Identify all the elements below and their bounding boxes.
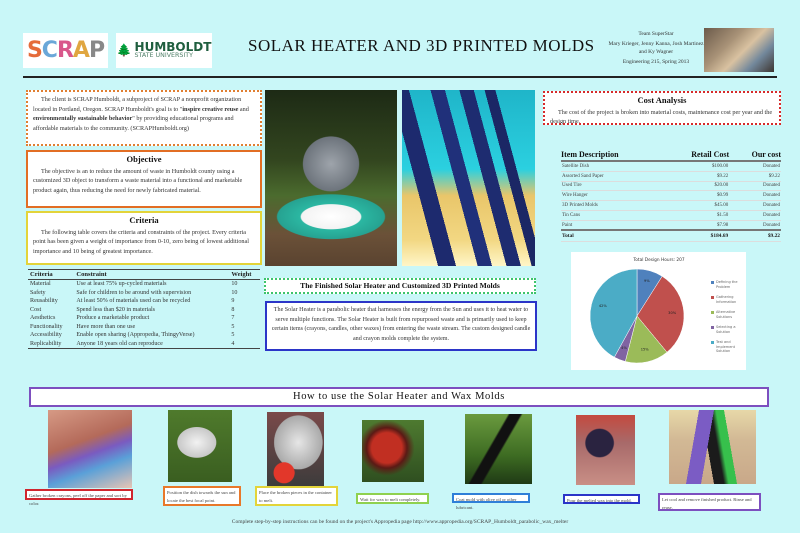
footer-note: Complete step-by-step instructions can be found on the project's Appropedia page http://www.appropedia.org/SCRAP_Humboldt_parabolic_wax_melter <box>231 519 569 525</box>
weight-cell: 9 <box>231 298 235 305</box>
table-row <box>561 181 781 191</box>
cost-heading: Cost Analysis <box>637 95 687 105</box>
column-header: Retail Cost <box>662 150 729 161</box>
team-photo <box>704 28 774 72</box>
our-cost-cell: Donated <box>729 161 781 171</box>
criteria-cell: Safety <box>30 289 46 296</box>
constraint-cell: Spend less than $20 in materials <box>76 306 156 313</box>
table-row <box>561 201 781 211</box>
weight-cell: 8 <box>231 306 235 313</box>
objective-text: The objective is an to reduce the amount of waste in Humboldt county using a customized 3D object to transform a waste material into a functional and marketable product again, thus reducing the need for newly fabricated material. <box>33 167 243 194</box>
poster-title: SOLAR HEATER AND 3D PRINTED MOLDS <box>248 36 595 55</box>
constraint-cell: At least 50% of materials used can be recycled <box>76 298 191 305</box>
table-header-row <box>28 270 260 280</box>
legend-item <box>711 295 746 304</box>
retail-cost-cell: $0.99 <box>662 191 729 201</box>
step-4-caption: Wait for wax to melt completely. <box>356 493 429 504</box>
legend-swatch <box>711 341 714 344</box>
column-header: Constraint <box>74 270 229 280</box>
legend-label: Gathering Information <box>716 295 737 304</box>
our-cost-cell: Donated <box>729 181 781 191</box>
cost-table <box>561 150 781 242</box>
retail-cost-cell: $1.50 <box>662 210 729 220</box>
header-divider <box>23 76 777 78</box>
table-row <box>561 171 781 181</box>
legend-item <box>711 310 746 319</box>
criteria-cell: Replicability <box>28 340 74 349</box>
step-5-photo <box>465 414 532 484</box>
table-row <box>561 161 781 171</box>
pie-data-label: 30% <box>668 310 677 315</box>
cost-text: The cost of the project is broken into material costs, maintenance cost per year and the design time. <box>550 108 773 126</box>
constraint-cell: Anyone 18 years old can reproduce <box>74 340 229 349</box>
criteria-heading: Criteria <box>129 215 159 225</box>
objective-section <box>26 150 262 208</box>
step-2-photo <box>168 410 232 482</box>
item-cell: Total <box>561 230 662 241</box>
criteria-cell: Reusability <box>30 298 58 305</box>
legend-label: Defining the Problem <box>716 280 738 289</box>
item-cell: Paint <box>561 220 662 230</box>
step-5-caption: Coat mold with olive oil or other lubricant. <box>452 493 530 503</box>
pie-data-label: 15% <box>640 347 649 352</box>
legend-label: Test and Implement Solution <box>716 340 735 353</box>
retail-cost-cell: $100.00 <box>662 161 729 171</box>
column-header: Item Description <box>561 150 662 161</box>
client-bold-text: inspire creative reuse <box>182 105 239 113</box>
total-row <box>561 230 781 241</box>
constraint-cell: Have more than one use <box>76 323 136 330</box>
table-row <box>28 314 260 323</box>
legend-swatch <box>711 296 714 299</box>
team-info <box>606 30 706 66</box>
retail-cost-cell: $184.69 <box>662 230 729 241</box>
constraint-cell: Use at least 75% up-cycled materials <box>76 281 167 288</box>
client-text: " by providing educational programs and affordable materials to the community. (SCRAPHumboldt.org) <box>33 115 234 132</box>
logo-letter: A <box>72 38 89 63</box>
criteria-cell: Material <box>30 281 51 288</box>
criteria-cell: Cost <box>30 306 42 313</box>
hsu-subname: STATE UNIVERSITY <box>134 52 193 60</box>
step-7-photo <box>669 410 756 484</box>
chart-title: Total Design Hours: 207 <box>633 258 685 263</box>
legend-item <box>711 340 746 354</box>
step-3-caption: Place the broken pieces in the container to melt. <box>255 486 338 506</box>
step-7-caption: Let cool and remove finished product. Rinse and reuse. <box>658 493 761 511</box>
finished-product-description: The Solar Heater is a parabolic heater that harnesses the energy from the Sun and uses it to heat water to serve multiple functions. The Solar Heater is built from repurposed waste and is primarily used to keep certain items (crayons, candles, other waxes) from entering the waste stream. The custom designed candle and crayon molds complete the system. <box>265 301 537 351</box>
our-cost-cell: Donated <box>729 210 781 220</box>
table-row <box>561 191 781 201</box>
column-header: Criteria <box>28 270 74 280</box>
retail-cost-cell: $45.00 <box>662 201 729 211</box>
constraint-cell: Safe for children to be around with supervision <box>76 289 192 296</box>
humboldt-state-logo <box>116 33 212 68</box>
step-4-photo <box>362 420 424 482</box>
criteria-cell: Functionality <box>30 323 63 330</box>
item-cell: 3D Printed Molds <box>561 201 662 211</box>
our-cost-cell: Donated <box>729 191 781 201</box>
legend-swatch <box>711 281 714 284</box>
our-cost-cell: $9.22 <box>729 230 781 241</box>
retail-cost-cell: $7.98 <box>662 220 729 230</box>
table-row <box>28 323 260 332</box>
step-1-caption: Gather broken crayons, peel off the paper and sort by color. <box>25 489 133 500</box>
solar-heater-photo <box>265 90 397 266</box>
item-cell: Satellite Dish <box>561 161 662 171</box>
criteria-cell: Accessibility <box>30 332 62 339</box>
weight-cell: 5 <box>231 323 235 330</box>
weight-cell: 10 <box>231 289 238 296</box>
criteria-section <box>26 211 262 265</box>
design-hours-pie-chart <box>571 252 746 370</box>
step-6-photo <box>576 415 635 485</box>
criteria-table <box>28 269 260 349</box>
legend-swatch <box>711 326 714 329</box>
weight-cell: 7 <box>231 315 235 322</box>
legend-label: Selecting a Solution <box>716 325 736 334</box>
pie-data-label: 42% <box>598 304 607 309</box>
logo-letter: S <box>26 38 42 63</box>
client-text: The client is SCRAP Humboldt, a subproject of SCRAP a nonprofit organization located in Portland, Oregon. SCRAP Humboldt's goal is to " <box>33 96 242 113</box>
table-header-row <box>561 150 781 161</box>
table-row <box>28 331 260 340</box>
howto-heading: How to use the Solar Heater and Wax Molds <box>29 387 769 407</box>
weight-cell: 10 <box>231 281 238 288</box>
our-cost-cell: Donated <box>729 220 781 230</box>
scrap-humboldt-logo <box>23 33 108 68</box>
pie-data-label: 4% <box>621 345 627 350</box>
our-cost-cell: $9.22 <box>729 171 781 181</box>
table-row <box>28 297 260 306</box>
item-cell: Tin Cans <box>561 210 662 220</box>
pie-data-label: 9% <box>643 279 650 284</box>
chart-legend <box>711 280 746 360</box>
client-text: and <box>238 105 249 113</box>
table-row <box>561 210 781 220</box>
retail-cost-cell: $9.22 <box>662 171 729 181</box>
column-header: Weight <box>229 270 260 280</box>
criteria-text: The following table covers the criteria and constraints of the project. Every criteria point has been given a weight of importance from 0-10, zero being of lowest additional importance and 10 being of greatest importance. <box>33 228 249 255</box>
team-members: Mary Krieger, Jenny Kanna, Josh Martinez and Ky Wagner <box>608 41 704 55</box>
item-cell: Wire Hanger <box>561 191 662 201</box>
legend-label: Alternative Solutions <box>716 310 736 319</box>
team-course: Engineering 215, Spring 2013 <box>622 59 690 65</box>
hsu-name: HUMBOLDT <box>134 40 212 55</box>
criteria-cell: Aesthetics <box>30 315 56 322</box>
step-3-photo <box>267 412 324 488</box>
table-row <box>561 220 781 230</box>
table-row <box>28 289 260 298</box>
finished-product-title: The Finished Solar Heater and Customized 3D Printed Molds <box>264 278 536 294</box>
step-6-caption: Pour the melted wax into the mold. <box>563 494 640 504</box>
logo-letter: R <box>56 38 73 63</box>
scrap-logo-letters <box>27 38 104 63</box>
legend-swatch <box>711 311 714 314</box>
weight-cell: 5 <box>231 332 235 339</box>
step-2-caption: Position the dish towards the sun and locate the best focal point. <box>163 486 241 506</box>
team-name: Team SuperStar <box>638 31 674 37</box>
printed-molds-photo <box>402 90 535 266</box>
objective-heading: Objective <box>126 154 162 164</box>
cost-analysis-section <box>543 91 781 125</box>
our-cost-cell: Donated <box>729 201 781 211</box>
logo-letter: C <box>41 38 57 63</box>
constraint-cell: Enable open sharing (Appropedia, ThingyVerse) <box>76 332 195 339</box>
trees-icon: 🌲 <box>116 42 132 57</box>
constraint-cell: Produce a marketable product <box>76 315 150 322</box>
table-row <box>28 280 260 289</box>
step-1-photo <box>48 410 132 488</box>
weight-cell: 4 <box>229 340 260 349</box>
column-header: Our cost <box>729 150 781 161</box>
client-bold-text: environmentally sustainable behavior <box>33 115 133 123</box>
retail-cost-cell: $20.00 <box>662 181 729 191</box>
client-description <box>26 90 262 146</box>
legend-item <box>711 325 746 334</box>
item-cell: Assorted Sand Paper <box>561 171 662 181</box>
table-row <box>28 306 260 315</box>
logo-letter: P <box>88 38 105 63</box>
item-cell: Used Tire <box>561 181 662 191</box>
table-row <box>28 340 260 349</box>
legend-item <box>711 280 746 289</box>
